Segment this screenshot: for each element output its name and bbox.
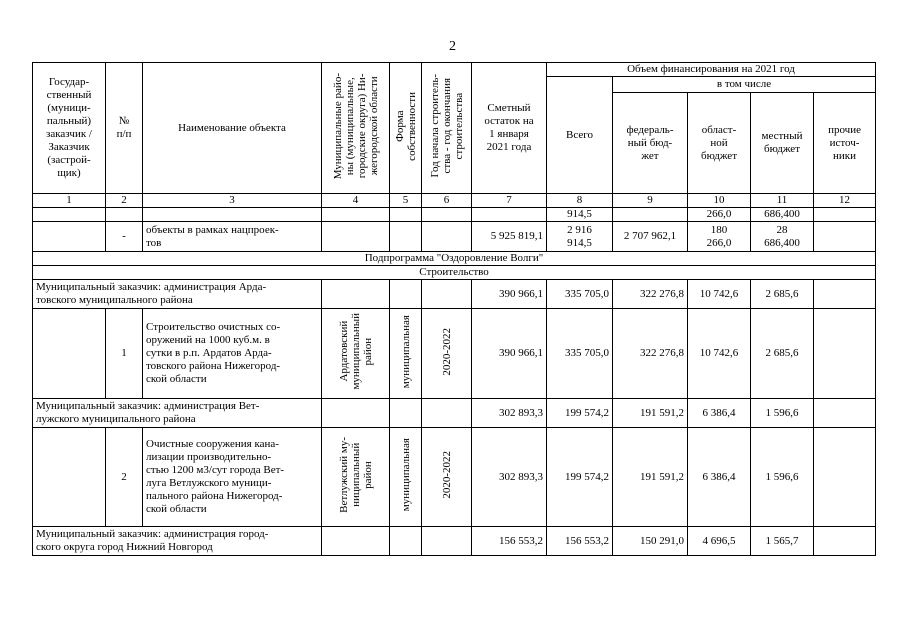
- object-years: 2020-2022: [422, 428, 472, 527]
- object-federal: 322 276,8: [613, 309, 688, 399]
- header-local: местный бюджет: [751, 93, 814, 194]
- header-num: № п/п: [106, 63, 143, 194]
- header-customer: Государ- ственный (муници- пальный) заказчик / Заказчик (застрой- щик): [33, 63, 106, 194]
- customer-row: [33, 280, 876, 309]
- customer-name: Муниципальный заказчик: администрация Вет- лужского муниципального района: [33, 399, 322, 428]
- col-num-8: 8: [547, 194, 613, 208]
- object-years: 2020-2022: [422, 309, 472, 399]
- customer-balance: 390 966,1: [472, 280, 547, 309]
- object-balance: 390 966,1: [472, 309, 547, 399]
- subprogram-title: Подпрограмма "Оздоровление Волги": [33, 252, 876, 266]
- customer-total: 156 553,2: [547, 527, 613, 556]
- header-federal: федераль- ный бюд- жет: [613, 93, 688, 194]
- header-total: Всего: [547, 77, 613, 194]
- object-num: 2: [106, 428, 143, 527]
- object-local: 1 596,6: [751, 428, 814, 527]
- customer-local: 1 596,6: [751, 399, 814, 428]
- subprogram-row: [33, 252, 876, 266]
- carry-local: 686,400: [751, 208, 814, 222]
- header-other: прочие источ- ники: [814, 93, 876, 194]
- object-local: 2 685,6: [751, 309, 814, 399]
- col-num-5: 5: [390, 194, 422, 208]
- object-district: Ветлужский му- ниципальный район: [322, 428, 390, 527]
- object-num: 1: [106, 309, 143, 399]
- header-regional: област- ной бюджет: [688, 93, 751, 194]
- header-district: Муниципальные райо- ны (муниципальные, городские округа) Ни- жегородской области: [322, 63, 390, 194]
- carry-regional: 266,0: [688, 208, 751, 222]
- customer-regional: 4 696,5: [688, 527, 751, 556]
- customer-row: [33, 399, 876, 428]
- national-local: 28 686,400: [751, 222, 814, 252]
- object-regional: 6 386,4: [688, 428, 751, 527]
- col-num-7: 7: [472, 194, 547, 208]
- col-num-4: 4: [322, 194, 390, 208]
- col-num-2: 2: [106, 194, 143, 208]
- customer-name: Муниципальный заказчик: администрация Арда- товского муниципального района: [33, 280, 322, 309]
- column-numbers-row: [33, 194, 876, 208]
- header-years: Год начала строитель- ства - год окончания строительства: [422, 63, 472, 194]
- object-regional: 10 742,6: [688, 309, 751, 399]
- carry-over-row: [33, 208, 876, 222]
- header-row-1: [33, 63, 876, 77]
- object-name: Строительство очистных со- оружений на 1000 куб.м. в сутки в р.п. Ардатов Арда- товского района Нижегород- ской области: [143, 309, 322, 399]
- col-num-10: 10: [688, 194, 751, 208]
- carry-total: 914,5: [547, 208, 613, 222]
- object-ownership: муниципальная: [390, 428, 422, 527]
- national-projects-row: [33, 222, 876, 252]
- national-balance: 5 925 819,1: [472, 222, 547, 252]
- col-num-3: 3: [143, 194, 322, 208]
- customer-total: 199 574,2: [547, 399, 613, 428]
- national-object: объекты в рамках нацпроек- тов: [143, 222, 322, 252]
- object-total: 335 705,0: [547, 309, 613, 399]
- customer-regional: 6 386,4: [688, 399, 751, 428]
- col-num-12: 12: [814, 194, 876, 208]
- national-federal: 2 707 962,1: [613, 222, 688, 252]
- col-num-6: 6: [422, 194, 472, 208]
- col-num-1: 1: [33, 194, 106, 208]
- national-regional: 180 266,0: [688, 222, 751, 252]
- header-ownership: Форма собственности: [390, 63, 422, 194]
- national-num: -: [106, 222, 143, 252]
- customer-name: Муниципальный заказчик: администрация город- ского округа город Нижний Новгород: [33, 527, 322, 556]
- object-total: 199 574,2: [547, 428, 613, 527]
- customer-federal: 150 291,0: [613, 527, 688, 556]
- customer-local: 1 565,7: [751, 527, 814, 556]
- customer-regional: 10 742,6: [688, 280, 751, 309]
- national-total: 2 916 914,5: [547, 222, 613, 252]
- customer-balance: 156 553,2: [472, 527, 547, 556]
- col-num-9: 9: [613, 194, 688, 208]
- object-row: [33, 428, 876, 527]
- header-financing: Объем финансирования на 2021 год: [547, 63, 876, 77]
- object-ownership: муниципальная: [390, 309, 422, 399]
- object-balance: 302 893,3: [472, 428, 547, 527]
- customer-total: 335 705,0: [547, 280, 613, 309]
- object-district: Ардатовский муниципальный район: [322, 309, 390, 399]
- header-balance: Сметный остаток на 1 января 2021 года: [472, 63, 547, 194]
- object-federal: 191 591,2: [613, 428, 688, 527]
- object-row: [33, 309, 876, 399]
- section-title: Строительство: [33, 266, 876, 280]
- page-number: 2: [449, 39, 456, 54]
- customer-row: [33, 527, 876, 556]
- customer-balance: 302 893,3: [472, 399, 547, 428]
- section-row: [33, 266, 876, 280]
- col-num-11: 11: [751, 194, 814, 208]
- object-name: Очистные сооружения кана- лизации производительно- стью 1200 м3/сут города Вет- луга Ветлужского муници- пального района Нижегород- ской области: [143, 428, 322, 527]
- customer-local: 2 685,6: [751, 280, 814, 309]
- customer-federal: 322 276,8: [613, 280, 688, 309]
- customer-federal: 191 591,2: [613, 399, 688, 428]
- header-object: Наименование объекта: [143, 63, 322, 194]
- header-including: в том числе: [613, 77, 876, 93]
- financing-table: [32, 62, 876, 556]
